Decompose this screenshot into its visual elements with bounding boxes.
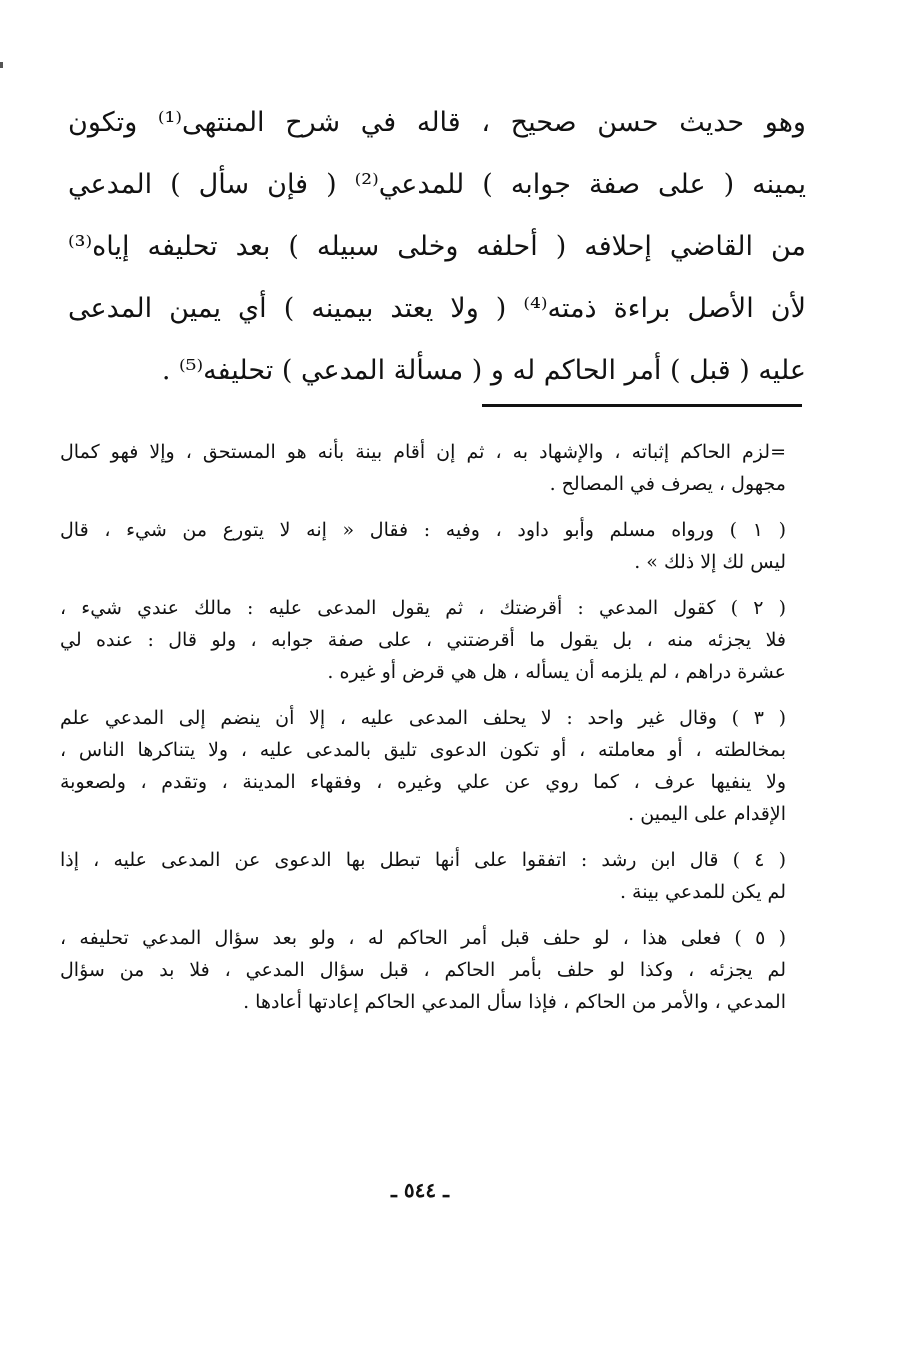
footnote-5 [60,922,786,1018]
page-number: ـ ٥٤٤ ـ [391,1178,449,1202]
footnote-line: =لزم الحاكم إثباته ، والإشهاد به ، ثم إن أقام بينة بأنه هو المستحق ، وإلا فهو كمال [60,441,786,463]
main-text-line: من القاضي إحلافه ( أحلفه وخلى سبيله ) بعد تحليفه إياه⁽³⁾ [68,231,806,262]
footnote-line: ( ٤ ) قال ابن رشد : اتفقوا على أنها تبطل بها الدعوى عن المدعى عليه ، إذا [60,849,786,871]
main-text-line: عليه ( قبل ) أمر الحاكم له و ( مسألة المدعي ) تحليفه⁽⁵⁾ . [161,355,806,386]
footnote-line: المدعي ، والأمر من الحاكم ، فإذا سأل المدعي الحاكم إعادتها أعادها . [243,991,786,1013]
footnote-line: عشرة دراهم ، لم يلزمه أن يسأله ، هل هي قرض أو غيره . [327,661,786,683]
footnote-line: لم يجزئه ، وكذا لو حلف بأمر الحاكم ، قبل سؤال المدعي ، فلا بد من سؤال [60,959,786,981]
footnote-3 [60,702,786,830]
main-text-line: وهو حديث حسن صحيح ، قاله في شرح المنتهى⁽¹⁾ وتكون [68,107,806,138]
footnote-line: الإقدام على اليمين . [628,803,786,825]
footnote-line: ( ١ ) ورواه مسلم وأبو داود ، وفيه : فقال « إنه لا يتورع من شيء ، قال [60,519,786,541]
footnote-4 [60,844,786,908]
footnote-line: مجهول ، يصرف في المصالح . [549,473,786,495]
footnote-line: لم يكن للمدعي بينة . [619,881,786,903]
footnote-divider [482,404,802,407]
main-text-line: يمينه ( على صفة جوابه ) للمدعي⁽²⁾ ( فإن سأل ) المدعي [68,169,806,200]
footnote-1 [60,514,786,578]
main-text-line: لأن الأصل براءة ذمته⁽⁴⁾ ( ولا يعتد بيمينه ) أي يمين المدعى [68,293,806,324]
footnote-line: بمخالطته ، أو معاملته ، أو تكون الدعوى تليق بالمدعى عليه ، ولا يتناكرها الناس ، [60,739,786,761]
footnote-line: ( ٣ ) وقال غير واحد : لا يحلف المدعى عليه ، إلا أن ينضم إلى المدعي علم [60,707,786,729]
footnote-line: ( ٥ ) فعلى هذا ، لو حلف قبل أمر الحاكم له ، ولو بعد سؤال المدعي تحليفه ، [60,927,786,949]
footnote-line: ليس لك إلا ذلك » . [634,551,786,573]
footnote-line: فلا يجزئه منه ، بل يقول ما أقرضتني ، على صفة جوابه ، ولو قال : عنده لي [60,629,786,651]
footnote-line: ولا ينفيها عرف ، كما روي عن علي وغيره ، وفقهاء المدينة ، وتقدم ، ولصعوبة [60,771,786,793]
footnote-line: ( ٢ ) كقول المدعي : أقرضتك ، ثم يقول المدعى عليه : مالك عندي شيء ، [60,597,786,619]
footnote-2 [60,592,786,688]
footnotes-block [60,436,786,1032]
scan-mark [0,62,3,68]
main-text-block [68,92,806,402]
footnote-continuation [60,436,786,500]
